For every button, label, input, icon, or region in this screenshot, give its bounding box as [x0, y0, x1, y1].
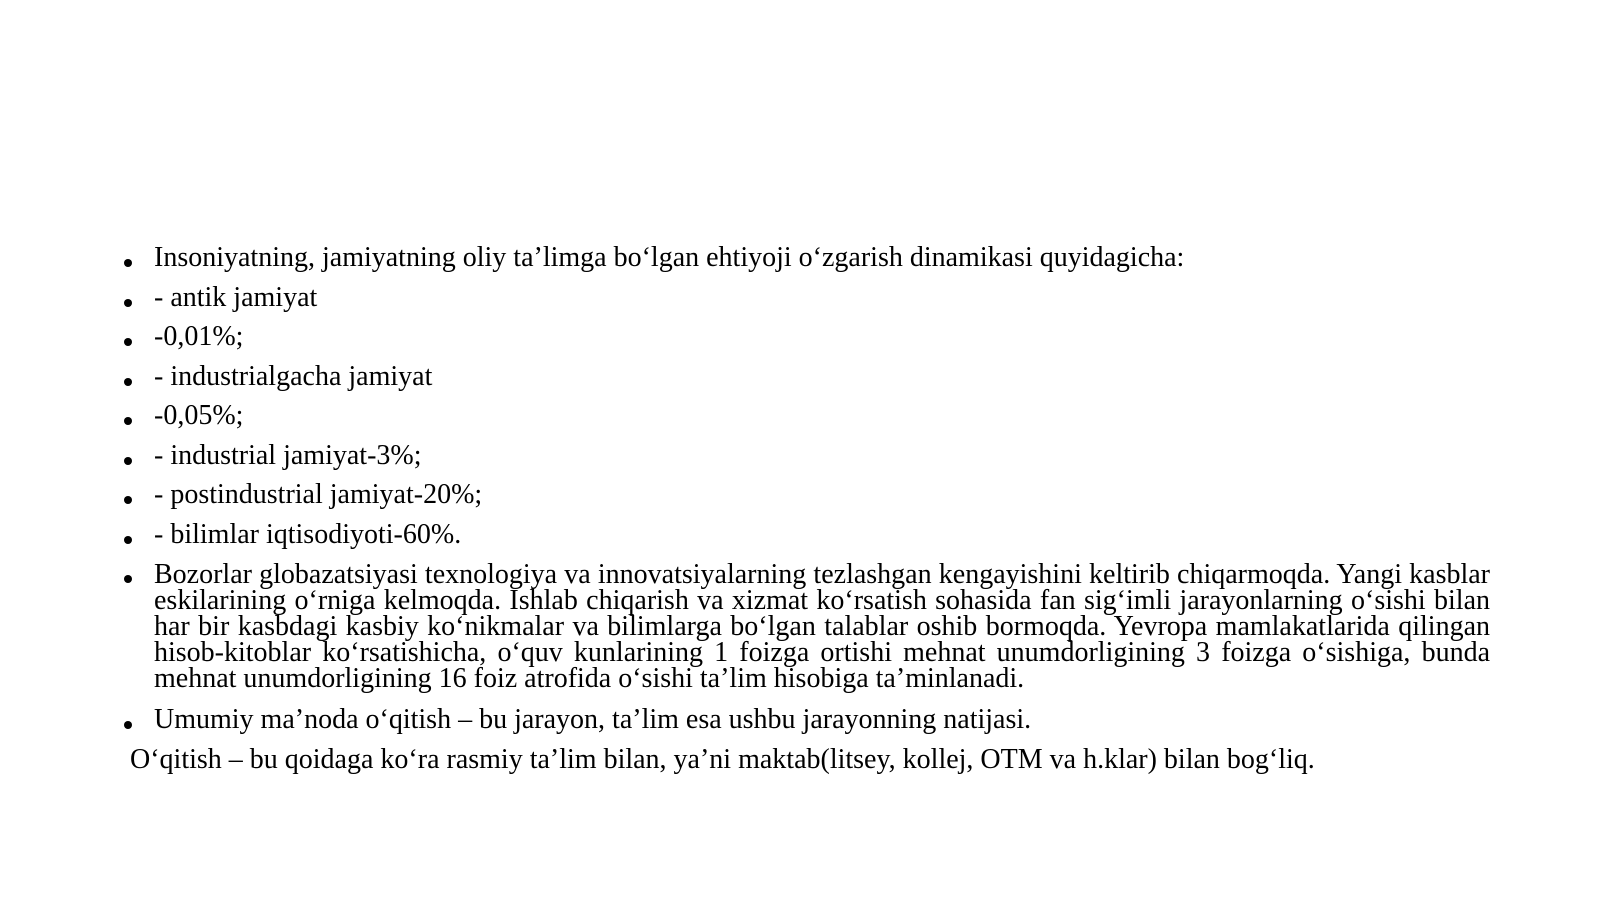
bullet-dot-icon: [124, 378, 132, 386]
bullet-dot-icon: [124, 259, 132, 267]
bullet-item: [118, 700, 1490, 740]
bullet-dot-icon: [124, 721, 132, 729]
bullet-text: -0,01%;: [154, 321, 244, 352]
bullet-item: [118, 357, 1490, 397]
bullet-dot-icon: [124, 338, 132, 346]
bullet-text: - antik jamiyat: [154, 281, 318, 313]
bullet-text: Bozorlar globazatsiyasi texnologiya va innovatsiyalarning tezlashgan kengayishini keltirib chiqarmoqda. Yangi kasblar eskilarining o‘rniga kelmoqda. Ishlab chiqarish va xizmat ko‘rsatish sohasida fan sig‘imli jarayonlarning o‘sishi bilan har bir kasbdagi kasbiy ko‘nikmalar va bilimlarga bo‘lgan talablar oshib bormoqda. Yevropa mamlakatlarida qilingan hisob-kitoblar ko‘rsatishicha, o‘quv kunlarining 1 foizga ortishi mehnat unumdorligining 3 foizga o‘sishiga, bunda mehnat unumdorligining 16 foiz atrofida o‘sishi ta’lim hisobiga ta’minlanadi.: [154, 559, 1490, 694]
bullet-item: [118, 396, 1490, 436]
bullet-dot-icon: [124, 575, 132, 583]
slide-content: [118, 238, 1490, 779]
bullet-dot-icon: [124, 417, 132, 425]
bullet-item: [118, 317, 1490, 357]
bullet-text: - industrial jamiyat-3%;: [154, 439, 422, 471]
bullet-item: [118, 475, 1490, 515]
bullet-text: - postindustrial jamiyat-20%;: [154, 479, 483, 510]
bullet-list: [118, 238, 1490, 740]
closing-line: O‘qitish – bu qoidaga ko‘ra rasmiy ta’lim bilan, ya’ni maktab(litsey, kollej, OTM va h.klar) bilan bog‘liq.: [130, 743, 1315, 775]
bullet-dot-icon: [124, 536, 132, 544]
bullet-dot-icon: [124, 457, 132, 465]
bullet-text: - industrialgacha jamiyat: [154, 360, 433, 392]
bullet-text: -0,05%;: [154, 400, 244, 431]
bullet-item: [118, 515, 1490, 555]
bullet-item: [118, 278, 1490, 318]
bullet-paragraph: [118, 554, 1490, 700]
bullet-item: [118, 238, 1490, 278]
bullet-dot-icon: [124, 299, 132, 307]
bullet-text: Insoniyatning, jamiyatning oliy ta’limga bo‘lgan ehtiyoji o‘zgarish dinamikasi quyidagicha:: [154, 242, 1185, 273]
bullet-text: Umumiy ma’noda o‘qitish – bu jarayon, ta’lim esa ushbu jarayonning natijasi.: [154, 704, 1032, 735]
bullet-dot-icon: [124, 496, 132, 504]
bullet-text: - bilimlar iqtisodiyoti-60%.: [154, 518, 462, 550]
bullet-item: [118, 436, 1490, 476]
